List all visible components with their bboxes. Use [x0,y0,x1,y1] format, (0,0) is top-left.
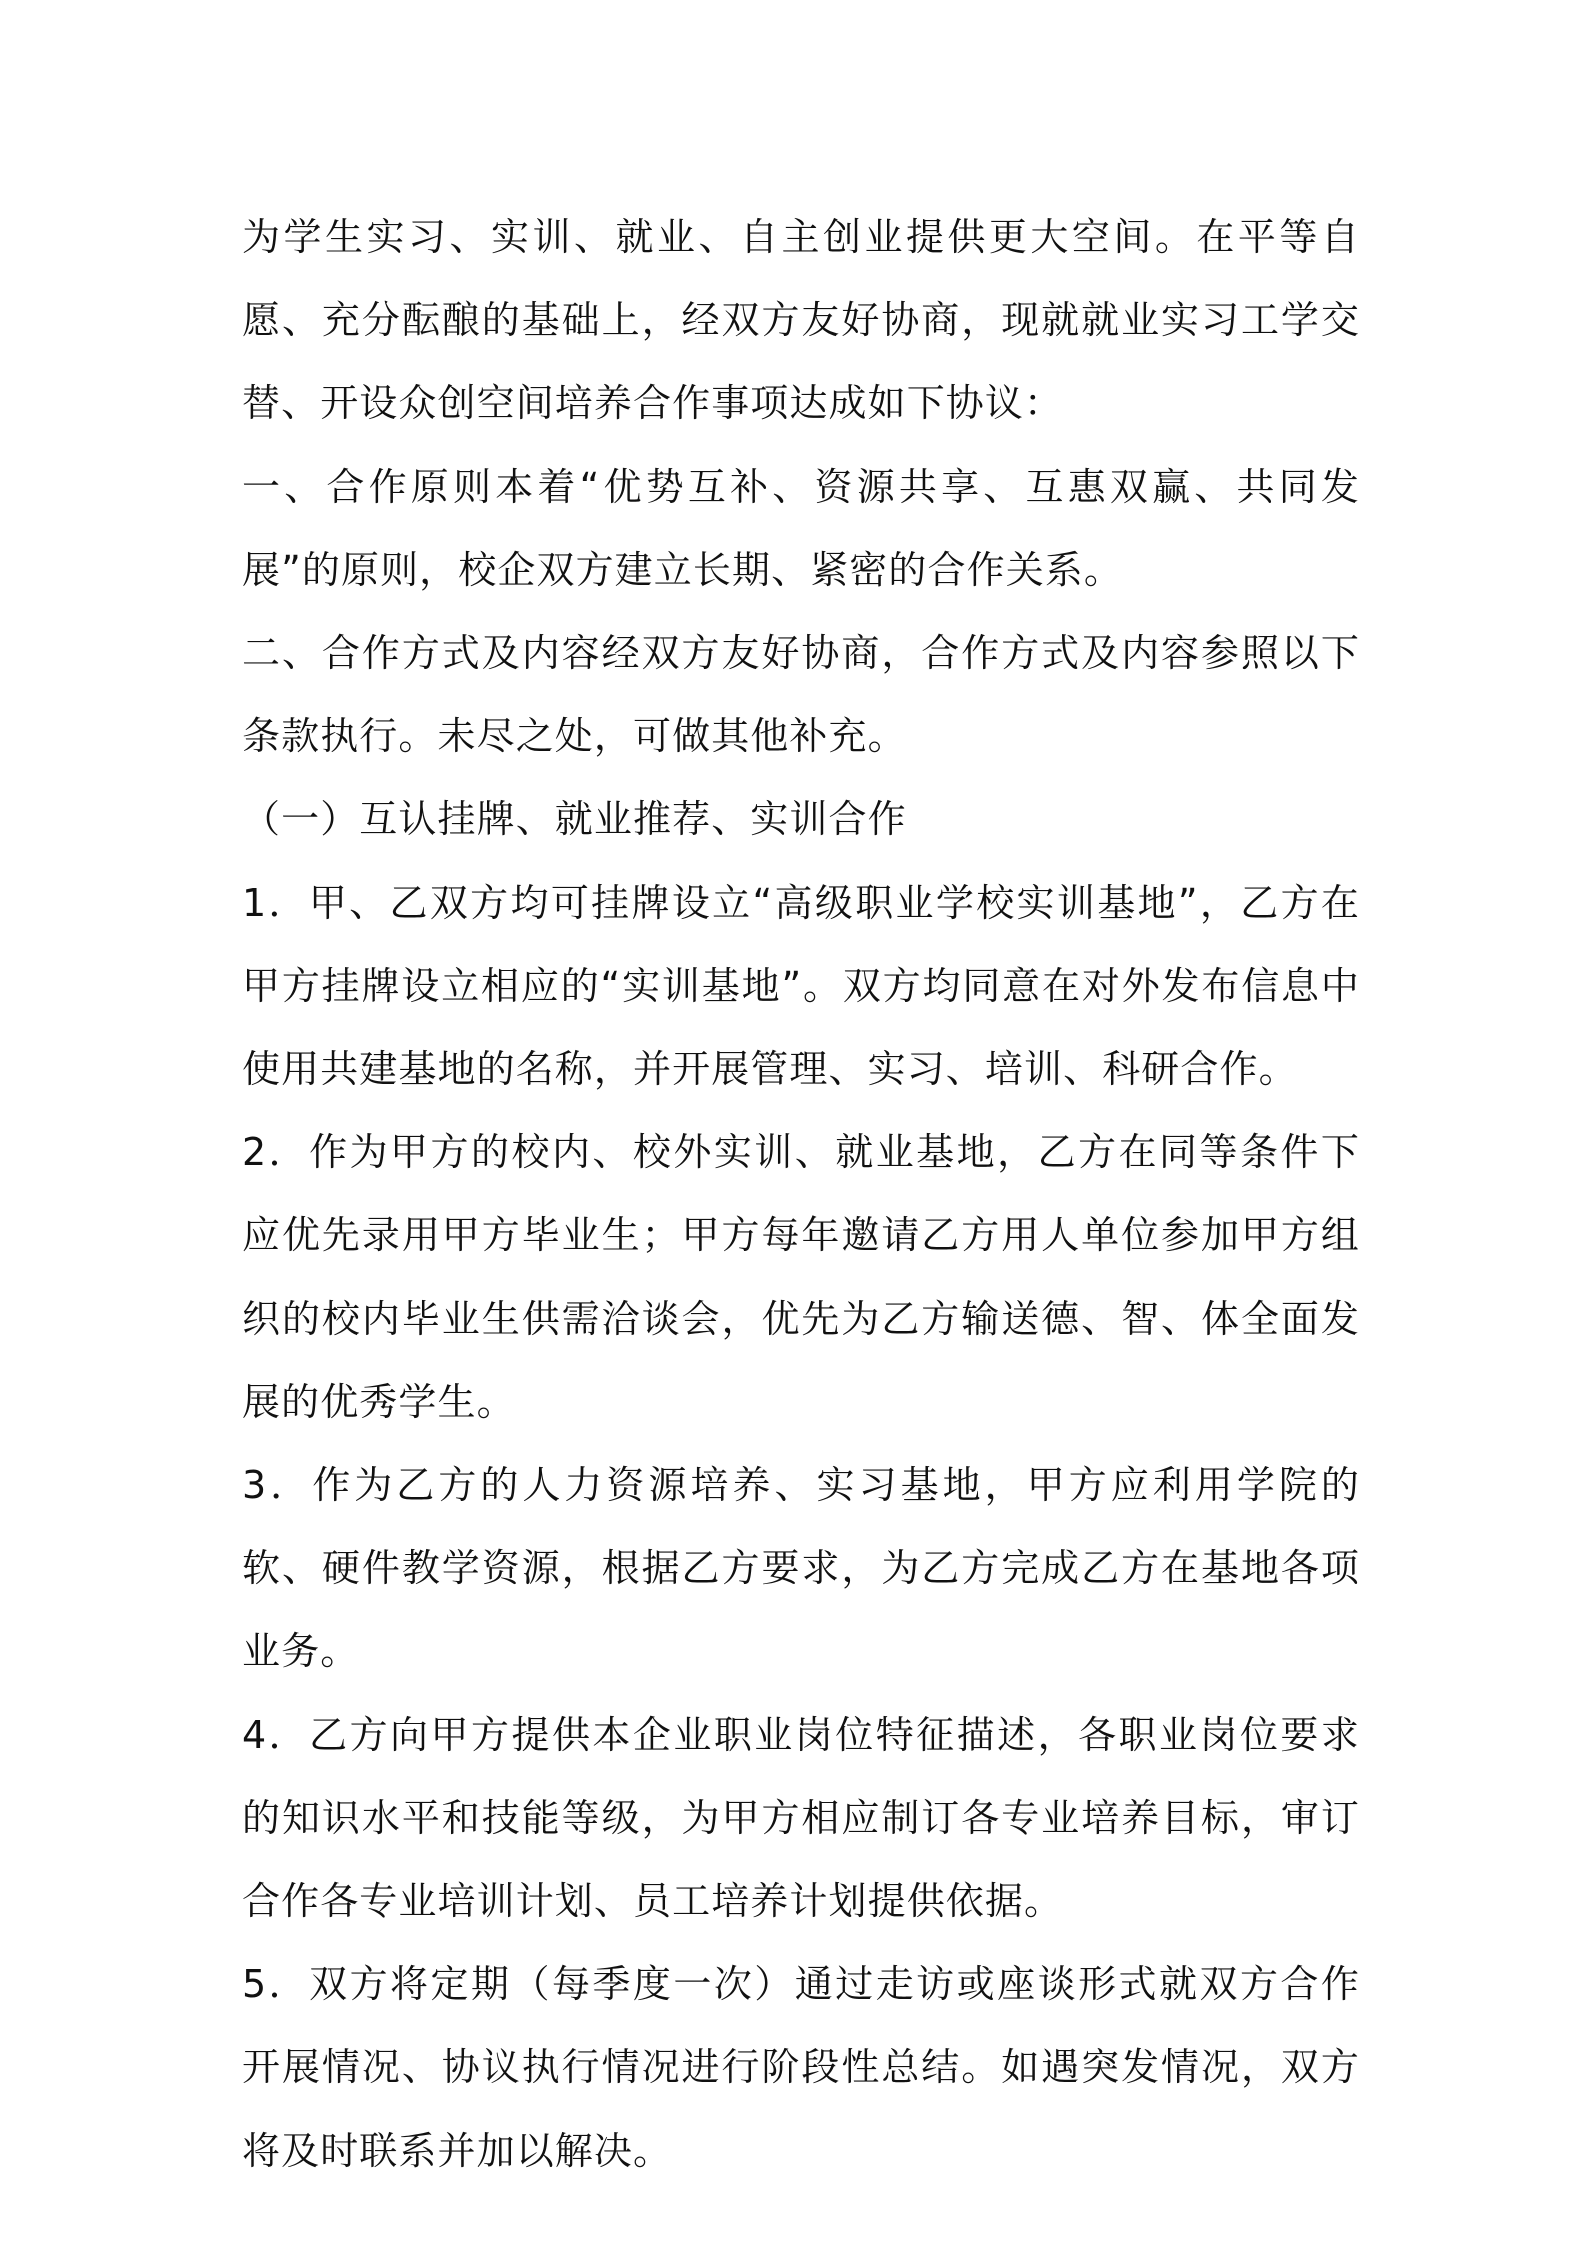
clause-4: 4．乙方向甲方提供本企业职业岗位特征描述，各职业岗位要求的知识水平和技能等级，为甲方相应制订各专业培养目标，审订合作各专业培训计划、员工培养计划提供依据。 [242,1712,1360,1924]
paragraph-cooperation-method: 二、合作方式及内容经双方友好协商，合作方式及内容参照以下条款执行。未尽之处，可做其他补充。 [242,631,1360,759]
paragraph-cooperation-principle: 一、合作原则本着“优势互补、资源共享、互惠双赢、共同发展”的原则，校企双方建立长期、紧密的合作关系。 [242,464,1360,592]
document-body [242,196,1360,2193]
subsection-heading: （一）互认挂牌、就业推荐、实训合作 [242,797,907,842]
clause-3: 3．作为乙方的人力资源培养、实习基地，甲方应利用学院的软、硬件教学资源，根据乙方要求，为乙方完成乙方在基地各项业务。 [242,1463,1360,1674]
clause-5: 5．双方将定期（每季度一次）通过走访或座谈形式就双方合作开展情况、协议执行情况进行阶段性总结。如遇突发情况，双方将及时联系并加以解决。 [242,1962,1360,2173]
clause-2: 2．作为甲方的校内、校外实训、就业基地，乙方在同等条件下应优先录用甲方毕业生；甲方每年邀请乙方用人单位参加甲方组织的校内毕业生供需洽谈会，优先为乙方输送德、智、体全面发展的优秀学生。 [242,1130,1360,1424]
clause-1: 1．甲、乙双方均可挂牌设立“高级职业学校实训基地”，乙方在甲方挂牌设立相应的“实训基地”。双方均同意在对外发布信息中使用共建基地的名称，并开展管理、实习、培训、科研合作。 [242,880,1360,1092]
paragraph-intro: 为学生实习、实训、就业、自主创业提供更大空间。在平等自愿、充分酝酿的基础上，经双方友好协商，现就就业实习工学交替、开设众创空间培养合作事项达成如下协议： [242,215,1360,426]
